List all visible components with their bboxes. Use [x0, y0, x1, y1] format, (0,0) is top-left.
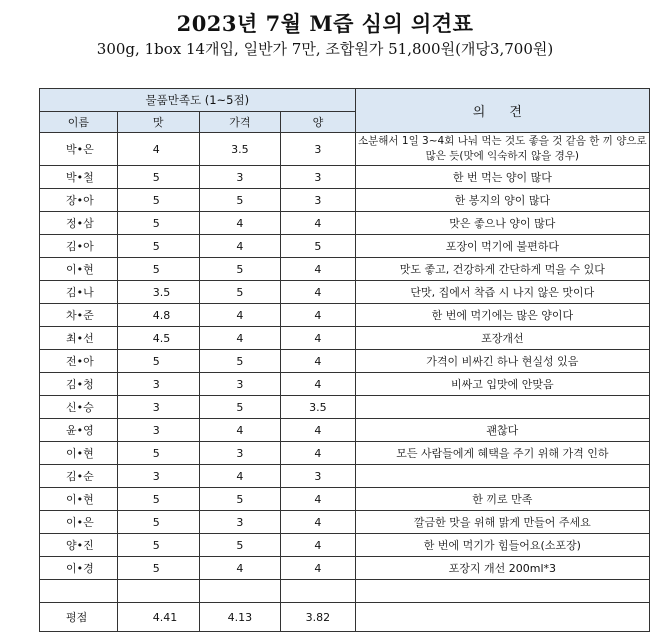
cell-taste: 5 [117, 189, 199, 212]
summary-amount: 3.82 [281, 603, 356, 632]
cell-taste: 3 [117, 373, 199, 396]
cell-amount: 4 [281, 350, 356, 373]
table-row [40, 580, 650, 603]
column-header-amount: 양 [281, 112, 356, 133]
cell-name: 최•선 [40, 327, 118, 350]
cell-amount: 3.5 [281, 396, 356, 419]
table-row [40, 235, 650, 258]
cell-opinion: 한 끼로 만족 [355, 488, 649, 511]
cell-price: 3 [199, 511, 281, 534]
column-header-price: 가격 [199, 112, 281, 133]
summary-opinion [355, 603, 649, 632]
cell-taste: 3 [117, 419, 199, 442]
table-row [40, 350, 650, 373]
cell-amount: 4 [281, 511, 356, 534]
table-row [40, 465, 650, 488]
cell-taste: 3.5 [117, 281, 199, 304]
cell-amount [281, 580, 356, 603]
cell-opinion: 모든 사람들에게 혜택을 주기 위해 가격 인하 [355, 442, 649, 465]
cell-amount: 3 [281, 189, 356, 212]
cell-opinion: 한 봉지의 양이 많다 [355, 189, 649, 212]
page-subtitle: 300g, 1box 14개입, 일반가 7만, 조합원가 51,800원(개당3,700원) [96, 40, 554, 58]
cell-opinion: 맛은 좋으나 양이 많다 [355, 212, 649, 235]
cell-price: 5 [199, 534, 281, 557]
cell-price: 4 [199, 235, 281, 258]
cell-price: 4 [199, 465, 281, 488]
summary-price: 4.13 [199, 603, 281, 632]
summary-taste: 4.41 [117, 603, 199, 632]
cell-amount: 4 [281, 442, 356, 465]
cell-price: 4 [199, 327, 281, 350]
cell-opinion: 괜찮다 [355, 419, 649, 442]
cell-taste: 4.5 [117, 327, 199, 350]
opinion-header: 의 견 [355, 89, 649, 133]
cell-opinion: 깔금한 맛을 위해 맑게 만들어 주세요 [355, 511, 649, 534]
column-header-name: 이름 [40, 112, 118, 133]
table-row [40, 189, 650, 212]
cell-opinion: 비싸고 입맛에 안맞음 [355, 373, 649, 396]
cell-taste: 5 [117, 212, 199, 235]
cell-name: 김•나 [40, 281, 118, 304]
cell-amount: 4 [281, 488, 356, 511]
table-row [40, 511, 650, 534]
table-row [40, 373, 650, 396]
cell-opinion [355, 396, 649, 419]
cell-opinion [355, 465, 649, 488]
table-row [40, 557, 650, 580]
cell-amount: 4 [281, 304, 356, 327]
cell-opinion: 단맛, 집에서 착즙 시 나지 않은 맛이다 [355, 281, 649, 304]
cell-name: 김•아 [40, 235, 118, 258]
cell-opinion [355, 580, 649, 603]
table-row [40, 327, 650, 350]
cell-name: 윤•영 [40, 419, 118, 442]
cell-amount: 5 [281, 235, 356, 258]
cell-price: 5 [199, 189, 281, 212]
cell-name [40, 580, 118, 603]
cell-amount: 4 [281, 419, 356, 442]
cell-opinion: 한 번에 먹기가 힘들어요(소포장) [355, 534, 649, 557]
cell-opinion: 포장이 먹기에 불편하다 [355, 235, 649, 258]
summary-row [40, 603, 650, 632]
cell-amount: 4 [281, 212, 356, 235]
cell-taste: 5 [117, 442, 199, 465]
cell-price: 3.5 [199, 133, 281, 166]
cell-price: 4 [199, 557, 281, 580]
cell-name: 이•은 [40, 511, 118, 534]
cell-price: 5 [199, 396, 281, 419]
table-row [40, 442, 650, 465]
survey-table [39, 88, 650, 632]
cell-name: 김•청 [40, 373, 118, 396]
cell-amount: 4 [281, 557, 356, 580]
cell-price: 5 [199, 488, 281, 511]
cell-taste: 5 [117, 166, 199, 189]
cell-taste: 4 [117, 133, 199, 166]
cell-taste: 5 [117, 235, 199, 258]
cell-taste: 4.8 [117, 304, 199, 327]
table-row [40, 304, 650, 327]
cell-price: 5 [199, 350, 281, 373]
cell-opinion: 소분해서 1일 3~4회 나눠 먹는 것도 좋을 것 같음 한 끼 양으로 많은 듯(맛에 익숙하지 않을 경우) [355, 133, 649, 166]
cell-name: 차•준 [40, 304, 118, 327]
cell-taste: 5 [117, 557, 199, 580]
cell-opinion: 가격이 비싸긴 하나 현실성 있음 [355, 350, 649, 373]
cell-price: 4 [199, 304, 281, 327]
cell-amount: 4 [281, 281, 356, 304]
cell-taste: 5 [117, 258, 199, 281]
cell-amount: 4 [281, 373, 356, 396]
cell-taste: 5 [117, 534, 199, 557]
table-row [40, 488, 650, 511]
cell-taste: 5 [117, 511, 199, 534]
cell-name: 신•승 [40, 396, 118, 419]
table-row [40, 419, 650, 442]
cell-opinion: 포장지 개선 200ml*3 [355, 557, 649, 580]
cell-name: 이•현 [40, 258, 118, 281]
cell-name: 이•현 [40, 442, 118, 465]
cell-price: 3 [199, 373, 281, 396]
cell-taste: 5 [117, 350, 199, 373]
cell-name: 이•경 [40, 557, 118, 580]
cell-taste: 5 [117, 488, 199, 511]
cell-amount: 3 [281, 166, 356, 189]
cell-amount: 3 [281, 465, 356, 488]
cell-price: 5 [199, 281, 281, 304]
cell-amount: 4 [281, 258, 356, 281]
cell-price: 5 [199, 258, 281, 281]
table-row [40, 212, 650, 235]
cell-amount: 4 [281, 327, 356, 350]
summary-label: 평점 [40, 603, 118, 632]
cell-price: 3 [199, 442, 281, 465]
table-row [40, 281, 650, 304]
cell-opinion: 한 번 먹는 양이 많다 [355, 166, 649, 189]
cell-price: 4 [199, 419, 281, 442]
satisfaction-group-header: 물품만족도 (1~5점) [40, 89, 356, 112]
cell-name: 전•아 [40, 350, 118, 373]
cell-name: 이•현 [40, 488, 118, 511]
cell-price: 4 [199, 212, 281, 235]
column-header-taste: 맛 [117, 112, 199, 133]
cell-name: 정•삼 [40, 212, 118, 235]
survey-table-body [40, 133, 650, 632]
cell-name: 양•진 [40, 534, 118, 557]
cell-name: 박•철 [40, 166, 118, 189]
cell-opinion: 한 번에 먹기에는 많은 양이다 [355, 304, 649, 327]
cell-amount: 3 [281, 133, 356, 166]
table-row [40, 534, 650, 557]
cell-price: 3 [199, 166, 281, 189]
cell-taste: 3 [117, 396, 199, 419]
table-row [40, 396, 650, 419]
cell-amount: 4 [281, 534, 356, 557]
cell-taste: 3 [117, 465, 199, 488]
cell-opinion: 맛도 좋고, 건강하게 간단하게 먹을 수 있다 [355, 258, 649, 281]
cell-name: 장•아 [40, 189, 118, 212]
cell-name: 박•은 [40, 133, 118, 166]
page-title: 2023년 7월 M즙 심의 의견표 [176, 11, 474, 36]
cell-name: 김•순 [40, 465, 118, 488]
cell-price [199, 580, 281, 603]
table-row [40, 258, 650, 281]
table-row [40, 166, 650, 189]
table-row [40, 133, 650, 166]
cell-opinion: 포장개선 [355, 327, 649, 350]
cell-taste [117, 580, 199, 603]
